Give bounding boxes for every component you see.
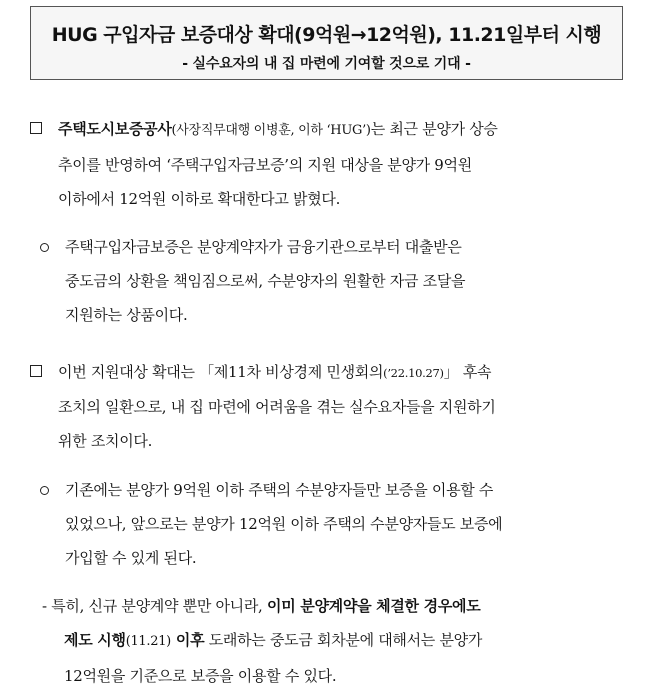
text-line xyxy=(42,589,482,623)
circle-bullet-icon xyxy=(40,230,49,264)
text-emphasis: 이미 분양계약을 체결한 경우에도 xyxy=(267,597,481,615)
headline-box xyxy=(30,6,623,80)
text-line: 주택구입자금보증은 분양계약자가 금융기관으로부터 대출받은 xyxy=(65,238,462,256)
section-2-paragraph xyxy=(58,355,496,458)
text-segment: - 특히, 신규 분양계약 뿐만 아니라, xyxy=(42,597,267,615)
text-line: 가입할 수 있게 된다. xyxy=(65,549,197,567)
text-segment: 는 최근 분양가 상승 xyxy=(370,120,498,138)
square-bullet-icon xyxy=(30,355,42,389)
text-emphasis: 제도 시행 xyxy=(64,631,126,649)
org-note: (사장직무대행 이병훈, 이하 ‘HUG’) xyxy=(171,123,371,138)
section-2-dash-item xyxy=(42,589,482,693)
text-line xyxy=(58,112,498,148)
section-1-paragraph xyxy=(58,112,498,216)
text-line xyxy=(58,355,496,390)
text-line: 중도금의 상환을 책임짐으로써, 수분양자의 원활한 자금 조달을 xyxy=(65,272,466,290)
section-2-subparagraph xyxy=(65,473,502,575)
text-line: 조치의 일환으로, 내 집 마련에 어려움을 겪는 실수요자들을 지원하기 xyxy=(58,398,496,416)
text-line: 12억원을 기준으로 보증을 이용할 수 있다. xyxy=(64,667,337,685)
text-line: 추이를 반영하여 ‘주택구입자금보증’의 지원 대상을 분양가 9억원 xyxy=(58,156,472,174)
text-line: 기존에는 분양가 9억원 이하 주택의 수분양자들만 보증을 이용할 수 xyxy=(65,481,494,499)
text-line: 지원하는 상품이다. xyxy=(65,306,188,324)
text-segment: 」 후속 xyxy=(443,363,492,381)
headline-title: HUG 구입자금 보증대상 확대(9억원→12억원), 11.21일부터 시행 xyxy=(51,24,602,46)
text-emphasis: 이후 xyxy=(170,631,205,649)
text-segment: 도래하는 중도금 회차분에 대해서는 분양가 xyxy=(204,631,483,649)
date-note: (’22.10.27) xyxy=(383,366,444,380)
text-line: 위한 조치이다. xyxy=(58,432,153,450)
text-line: 이하에서 12억원 이하로 확대한다고 밝혔다. xyxy=(58,190,341,208)
circle-bullet-icon xyxy=(40,473,49,507)
text-segment: 이번 지원대상 확대는 「제11차 비상경제 민생회의 xyxy=(58,363,384,381)
square-bullet-icon xyxy=(30,112,42,146)
headline-subtitle: - 실수요자의 내 집 마련에 기여할 것으로 기대 - xyxy=(182,56,471,72)
text-line xyxy=(42,623,482,659)
section-1-subparagraph xyxy=(65,230,465,332)
date-note: (11.21) xyxy=(125,634,171,649)
text-line: 있었으나, 앞으로는 분양가 12억원 이하 주택의 수분양자들도 보증에 xyxy=(65,515,503,533)
org-name: 주택도시보증공사 xyxy=(58,120,172,138)
